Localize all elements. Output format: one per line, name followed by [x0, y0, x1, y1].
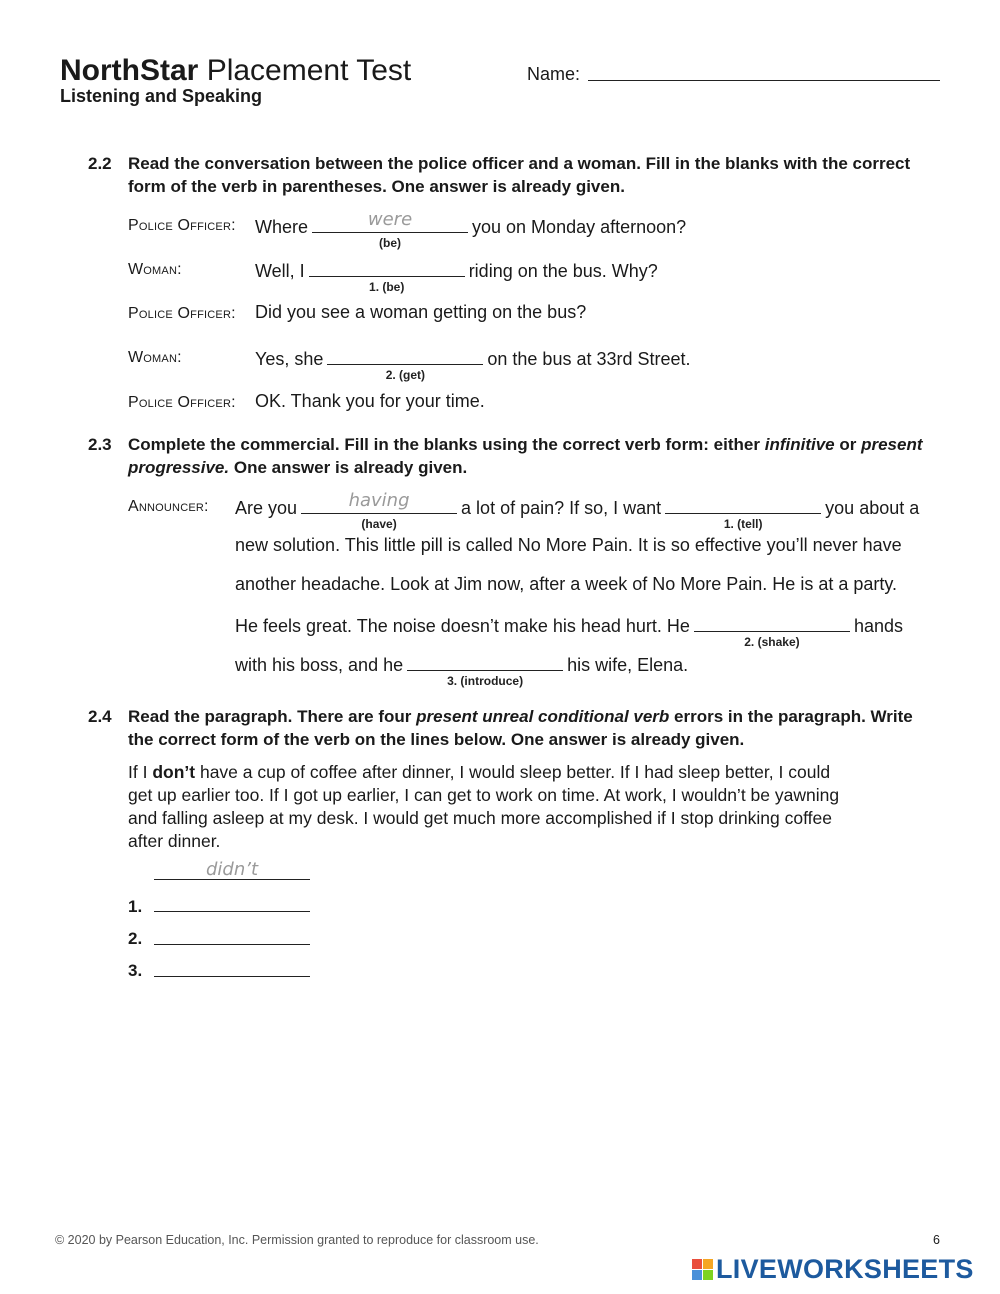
copyright-notice: © 2020 by Pearson Education, Inc. Permission granted to reproduce for classroom use.	[55, 1233, 539, 1247]
speaker-label: Police Officer:	[128, 217, 236, 234]
speaker-label: Woman:	[128, 261, 182, 278]
dialogue-line: Well, I 1. (be) riding on the bus. Why?	[255, 258, 658, 282]
name-label: Name:	[527, 64, 581, 84]
example-answer: having	[348, 490, 410, 511]
section-instruction: Complete the commercial. Fill in the blanks using the correct verb form: either infinitive or present progressive. One answer is already given.	[128, 435, 923, 477]
commercial-line: new solution. This little pill is called No More Pain. It is so effective you’ll never have	[235, 535, 902, 555]
verb-hint: 1. (tell)	[723, 517, 763, 531]
answer-blank[interactable]	[694, 613, 850, 649]
verb-hint: 3. (introduce)	[447, 674, 524, 688]
example-answer: were	[367, 209, 413, 230]
answer-number: 2.	[128, 929, 143, 948]
answer-line[interactable]	[154, 911, 310, 912]
speaker-label: Announcer:	[128, 498, 209, 515]
section-instruction: Read the conversation between the police officer and a woman. Fill in the blanks with the correct form of the verb in parentheses. One answer is already given.	[128, 154, 911, 196]
speaker-label: Police Officer:	[128, 305, 236, 322]
verb-hint: (be)	[379, 236, 402, 250]
answer-number: 3.	[128, 961, 143, 980]
speaker-label: Woman:	[128, 349, 182, 366]
verb-hint: 2. (get)	[385, 368, 426, 382]
section-instruction: Read the paragraph. There are four present unreal conditional verb errors in the paragraph. Write the correct form of the verb on the lines below. One answer is already given.	[128, 707, 913, 749]
answer-line[interactable]	[154, 976, 310, 977]
verb-hint: 2. (shake)	[744, 635, 800, 649]
liveworksheets-logo	[692, 1254, 974, 1284]
example-answer: didn’t	[205, 859, 259, 880]
logo-tiles-icon	[692, 1259, 713, 1280]
brand-text: LIVEWORKSHEETS	[716, 1253, 974, 1284]
section-number: 2.3	[88, 435, 112, 454]
commercial-line: with his boss, and he 3. (introduce) his wife, Elena.	[235, 652, 688, 676]
dialogue-line: OK. Thank you for your time.	[255, 391, 485, 411]
answer-blank[interactable]	[301, 490, 457, 531]
page-title: NorthStar Placement Test	[60, 54, 412, 87]
verb-hint: 1. (be)	[369, 280, 405, 294]
section-number: 2.4	[88, 707, 112, 726]
name-field[interactable]	[588, 80, 940, 81]
error-paragraph: If I don’t have a cup of coffee after dinner, I would sleep better. If I had sleep better, I could get up earlier too. If I got up earlier, I can get to work on time. At work, I wouldn’t be yawning and falling asleep at my desk. I would get much more accomplished if I stop drinking coffee after dinner.	[128, 762, 840, 851]
dialogue-line: Did you see a woman getting on the bus?	[255, 302, 587, 322]
commercial-line: He feels great. The noise doesn’t make his head hurt. He 2. (shake) hands	[235, 613, 903, 637]
commercial-line: another headache. Look at Jim now, after a week of No More Pain. He is at a party.	[235, 574, 898, 594]
answer-blank[interactable]	[407, 652, 563, 688]
answer-blank[interactable]	[312, 209, 468, 250]
verb-hint: (have)	[361, 517, 397, 531]
page-subtitle: Listening and Speaking	[60, 86, 263, 106]
speaker-label: Police Officer:	[128, 394, 236, 411]
page-number: 6	[933, 1233, 940, 1247]
commercial-line: Are you having (have) a lot of pain? If so, I want 1. (tell) you about a	[235, 490, 920, 531]
answer-blank[interactable]	[309, 258, 465, 294]
dialogue-line: Yes, she 2. (get) on the bus at 33rd Street.	[255, 346, 691, 370]
answer-number: 1.	[128, 897, 143, 916]
dialogue-line: Where were (be) you on Monday afternoon?	[255, 209, 687, 250]
section-number: 2.2	[88, 154, 112, 173]
answer-blank[interactable]	[665, 495, 821, 531]
answer-line[interactable]	[154, 944, 310, 945]
answer-blank[interactable]	[327, 346, 483, 382]
